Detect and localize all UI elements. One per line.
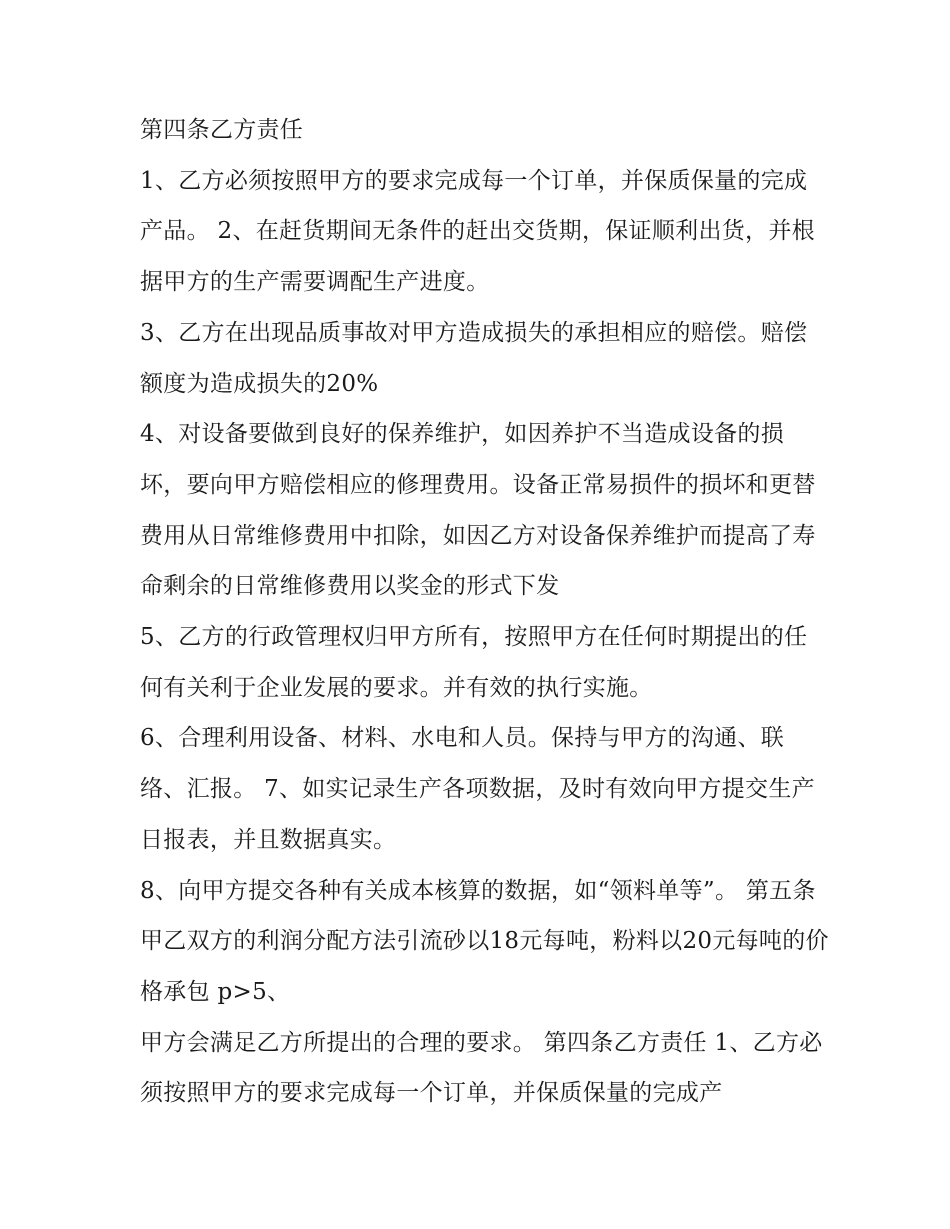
document-body (140, 105, 830, 1119)
section-heading: 第四条乙方责任 (140, 117, 304, 143)
paragraph: 4、对设备要做到良好的保养维护，如因养护不当造成设备的损坏，要向甲方赔偿相应的修理费用。设备正常易损件的损坏和更替费用从日常维修费用中扣除，如因乙方对设备保养维护而提高了寿命剩余的日常维修费用以奖金的形式下发 (140, 421, 816, 600)
paragraph: 甲方会满足乙方所提出的合理的要求。 第四条乙方责任 1、乙方必须按照甲方的要求完成每一个订单，并保质保量的完成产 (140, 1029, 823, 1107)
paragraph: 1、乙方必须按照甲方的要求完成每一个订单，并保质保量的完成产品。 2、在赶货期间无条件的赶出交货期，保证顺利出货，并根据甲方的生产需要调配生产进度。 (140, 167, 815, 296)
paragraph: 8、向甲方提交各种有关成本核算的数据，如“领料单等”。 第五条 甲乙双方的利润分配方法引流砂以18元每吨，粉料以20元每吨的价格承包 p>5、 (140, 877, 829, 1005)
paragraph: 3、乙方在出现品质事故对甲方造成损失的承担相应的赔偿。赔偿额度为造成损失的20% (140, 319, 808, 397)
paragraph: 5、乙方的行政管理权归甲方所有，按照甲方在任何时期提出的任何有关利于企业发展的要求。并有效的执行实施。 (140, 624, 808, 701)
paragraph: 6、合理利用设备、材料、水电和人员。保持与甲方的沟通、联络、汇报。 7、如实记录生产各项数据，及时有效向甲方提交生产日报表，并且数据真实。 (140, 725, 815, 853)
